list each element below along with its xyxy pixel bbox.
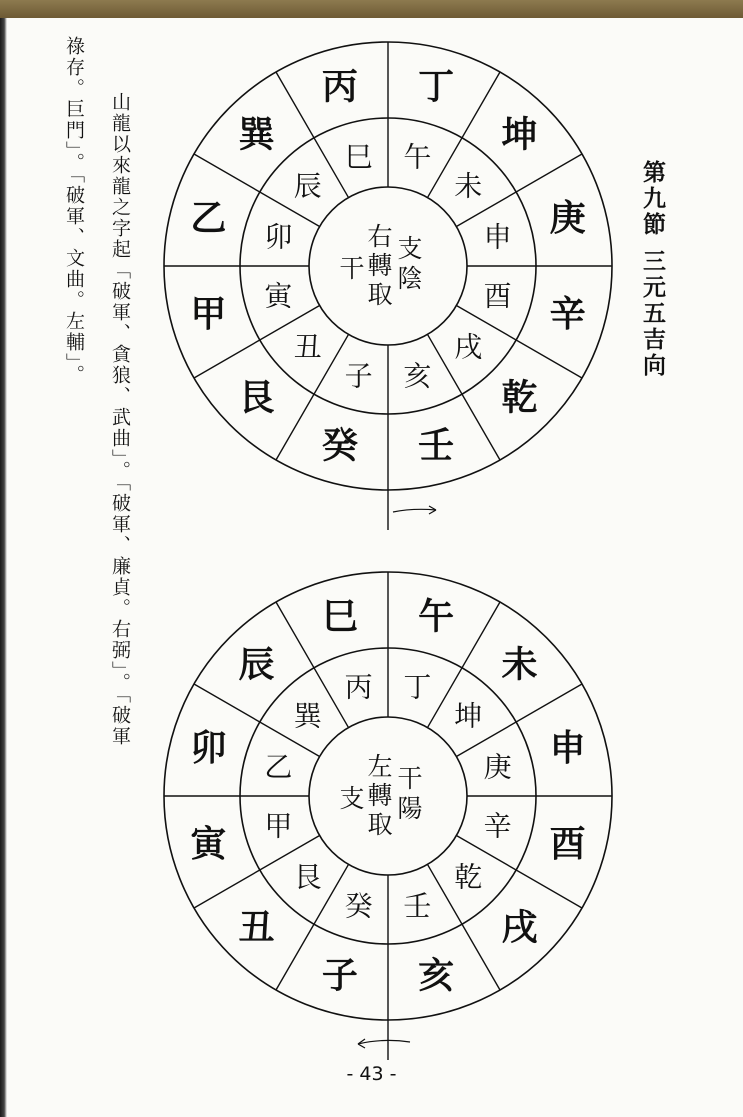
- wheel-top-center-label: 右: [367, 222, 393, 251]
- wheel-top-inner-label: 申: [483, 220, 512, 254]
- wheel-top-inner-label: 戌: [454, 330, 483, 364]
- wheel-top-inner-label: 未: [454, 169, 483, 203]
- page-number: - 43 -: [346, 1063, 397, 1085]
- wheel-bottom-center-label: 干: [397, 764, 423, 793]
- wheel-bottom-outer-label: 子: [321, 954, 358, 997]
- wheel-top-inner-label: 午: [403, 140, 432, 174]
- wheel-top-outer-label: 丙: [321, 65, 358, 108]
- compass-wheel-bottom: [164, 572, 612, 1060]
- wheel-bottom-inner-label: 辛: [483, 809, 512, 843]
- wheel-top-inner-label: 辰: [293, 169, 322, 203]
- wheel-bottom-outer-label: 辰: [238, 643, 275, 686]
- wheel-top-outer-label: 辛: [549, 293, 586, 336]
- wheel-bottom-inner-label: 庚: [483, 750, 512, 784]
- wheel-bottom-inner-label: 艮: [293, 860, 322, 894]
- body-text-column-2: 祿存。巨門」。「破軍、文曲。左輔」。: [63, 36, 85, 386]
- wheel-top-center-label: 支: [397, 234, 423, 263]
- wheel-top-outer-label: 丁: [418, 65, 455, 108]
- wheel-bottom-inner-label: 丁: [403, 670, 432, 704]
- wheel-top-inner-label: 酉: [483, 279, 512, 313]
- wheel-top-center-label: 陰: [397, 264, 423, 293]
- wheel-top-inner-label: 亥: [403, 359, 432, 393]
- wheel-bottom-outer-label: 卯: [190, 726, 227, 769]
- wheel-bottom-center-label: 取: [367, 810, 393, 839]
- wheel-top-outer-label: 巽: [238, 113, 275, 156]
- wheel-top-outer-label: 壬: [418, 424, 455, 467]
- wheel-bottom-outer-label: 酉: [549, 823, 586, 866]
- wheel-bottom-outer-label: 寅: [190, 823, 227, 866]
- wheel-bottom-outer-label: 丑: [238, 906, 275, 949]
- wheel-bottom-inner-label: 乙: [264, 750, 293, 784]
- wheel-top-inner-label: 子: [344, 359, 373, 393]
- wheel-bottom-inner-label: 巽: [293, 699, 322, 733]
- wheel-bottom-inner-label: 甲: [264, 809, 293, 843]
- wheel-top-outer-label: 癸: [321, 424, 358, 467]
- wheel-bottom-outer-label: 巳: [321, 595, 358, 638]
- wheel-bottom-inner-label: 癸: [344, 889, 373, 923]
- wheel-bottom-inner-label: 乾: [454, 860, 483, 894]
- wheel-bottom-outer-label: 未: [501, 643, 538, 686]
- wheel-top-center-label: 干: [339, 254, 365, 283]
- wheel-bottom-center-label: 支: [339, 784, 365, 813]
- wheel-bottom-center-label: 轉: [367, 781, 393, 810]
- section-heading: 第九節 三元五吉向: [639, 160, 665, 380]
- wheel-bottom-center-label: 左: [367, 752, 393, 781]
- wheel-top-inner-label: 巳: [344, 140, 373, 174]
- wheel-top-center-label: 轉: [367, 251, 393, 280]
- wheel-top-inner-label: 卯: [264, 220, 293, 254]
- wheel-top-inner-label: 寅: [264, 279, 293, 313]
- wheel-top-outer-label: 甲: [190, 293, 227, 336]
- wheel-top-inner-label: 丑: [293, 330, 322, 364]
- wheel-top-outer-label: 坤: [501, 113, 538, 156]
- wheel-bottom-inner-label: 壬: [403, 889, 432, 923]
- wheel-bottom-outer-label: 申: [549, 726, 586, 769]
- wheel-top-outer-label: 乙: [190, 196, 227, 239]
- wheel-top-outer-label: 乾: [501, 376, 538, 419]
- wheel-bottom-center-label: 陽: [397, 794, 423, 823]
- wheel-top-outer-label: 庚: [549, 196, 586, 239]
- wheel-top-outer-label: 艮: [238, 376, 275, 419]
- wheel-bottom-outer-label: 戌: [501, 906, 538, 949]
- body-text-column-1: 山龍以來龍之字起「破軍、貪狼、武曲」。「破軍、廉貞。右弼」。「破軍: [109, 92, 131, 747]
- wheel-bottom-outer-label: 午: [418, 595, 455, 638]
- compass-wheel-top: [164, 42, 612, 530]
- wheel-bottom-inner-label: 坤: [454, 699, 483, 733]
- wheel-bottom-outer-label: 亥: [418, 954, 455, 997]
- wheel-bottom-inner-label: 丙: [344, 670, 373, 704]
- wheel-top-center-label: 取: [367, 280, 393, 309]
